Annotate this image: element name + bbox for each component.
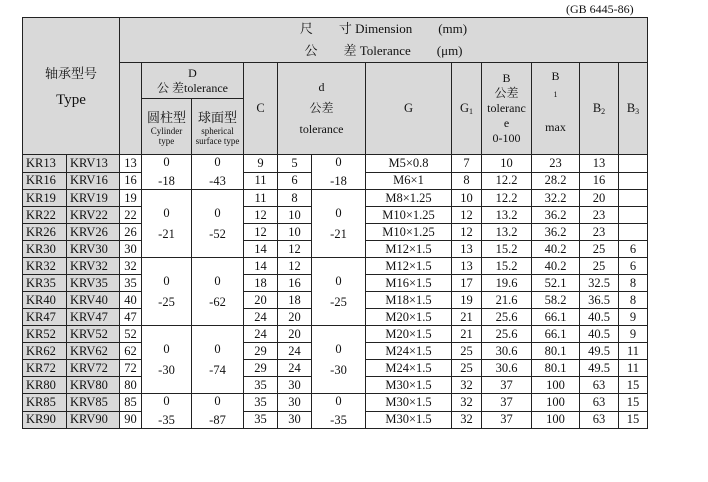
model-kr: KR35 [23,275,67,292]
thread-G: M20×1.5 [366,309,452,326]
G1-header: $G_1$ [452,63,482,155]
thread-G: M24×1.5 [366,343,452,360]
inner-d: 12 [278,241,312,258]
thread-G: M10×1.25 [366,224,452,241]
d-tolerance: 0 -25 [312,258,366,326]
model-kr: KR62 [23,343,67,360]
model-kr: KR26 [23,224,67,241]
outer-diameter: 32 [120,258,142,275]
G1: 25 [452,360,482,377]
width-C: 29 [244,343,278,360]
inner-d: 20 [278,309,312,326]
width-C: 9 [244,155,278,173]
outer-diameter: 13 [120,155,142,173]
outer-diameter: 40 [120,292,142,309]
inner-d: 12 [278,258,312,275]
B1: 23 [532,155,580,173]
table-row [23,326,648,343]
G1: 13 [452,241,482,258]
B1: 100 [532,377,580,394]
model-krv: KRV16 [67,172,120,190]
spherical-tolerance: 0 -52 [192,190,244,258]
thread-G: M6×1 [366,172,452,190]
thread-G: M8×1.25 [366,190,452,207]
B2: 25 [580,258,619,275]
spherical-tolerance: 0 -74 [192,326,244,394]
B2: 63 [580,377,619,394]
B-tol: 30.6 [482,343,532,360]
d-tolerance: 0 -21 [312,190,366,258]
B1: 36.2 [532,224,580,241]
B1: 52.1 [532,275,580,292]
B3: 11 [619,360,648,377]
B1: 100 [532,411,580,429]
thread-G: M24×1.5 [366,360,452,377]
thread-G: M5×0.8 [366,155,452,173]
B1: 40.2 [532,241,580,258]
width-C: 18 [244,275,278,292]
thread-G: M20×1.5 [366,326,452,343]
inner-d: 16 [278,275,312,292]
G1: 7 [452,155,482,173]
inner-d: 6 [278,172,312,190]
width-C: 29 [244,360,278,377]
model-kr: KR72 [23,360,67,377]
B2: 63 [580,394,619,412]
thread-G: M16×1.5 [366,275,452,292]
B1-header: B $_1$ max [532,63,580,155]
model-krv: KRV22 [67,207,120,224]
B2: 16 [580,172,619,190]
B2: 63 [580,411,619,429]
table-row [23,190,648,207]
inner-d: 5 [278,155,312,173]
B1: 36.2 [532,207,580,224]
G1: 10 [452,190,482,207]
B2: 23 [580,207,619,224]
B3 [619,190,648,207]
width-C: 14 [244,258,278,275]
inner-d: 30 [278,377,312,394]
B2-header: $B_2$ [580,63,619,155]
width-C: 35 [244,377,278,394]
B-tol: 37 [482,394,532,412]
B-tol: 37 [482,377,532,394]
B-tol: 12.2 [482,190,532,207]
model-krv: KRV35 [67,275,120,292]
B3 [619,224,648,241]
cylinder-tolerance: 0 -30 [142,326,192,394]
width-C: 20 [244,292,278,309]
outer-diameter: 47 [120,309,142,326]
B3: 15 [619,394,648,412]
outer-diameter: 16 [120,172,142,190]
B2: 23 [580,224,619,241]
thread-G: M12×1.5 [366,241,452,258]
model-kr: KR13 [23,155,67,173]
B1: 40.2 [532,258,580,275]
outer-diameter: 80 [120,377,142,394]
standard-reference: (GB 6445-86) [566,2,634,16]
B2: 40.5 [580,326,619,343]
G1: 32 [452,377,482,394]
width-C: 24 [244,326,278,343]
outer-diameter: 35 [120,275,142,292]
B2: 49.5 [580,360,619,377]
type-header [23,18,120,155]
inner-d: 24 [278,360,312,377]
model-kr: KR90 [23,411,67,429]
B3-header: $B_3$ [619,63,648,155]
B-tol: 19.6 [482,275,532,292]
G1: 32 [452,411,482,429]
B2: 40.5 [580,309,619,326]
inner-d: 30 [278,411,312,429]
G1: 21 [452,326,482,343]
model-kr: KR16 [23,172,67,190]
width-C: 14 [244,241,278,258]
B-tol: 15.2 [482,241,532,258]
B-tol: 15.2 [482,258,532,275]
width-C: 12 [244,224,278,241]
D-col-blank [120,63,142,155]
G-header: G [366,63,452,155]
thread-G: M12×1.5 [366,258,452,275]
B1: 66.1 [532,326,580,343]
B2: 20 [580,190,619,207]
model-krv: KRV90 [67,411,120,429]
tolerance-label: 公 差 Tolerance (μm) [304,43,463,58]
B3: 6 [619,258,648,275]
outer-diameter: 72 [120,360,142,377]
thread-G: M18×1.5 [366,292,452,309]
model-krv: KRV19 [67,190,120,207]
inner-d: 24 [278,343,312,360]
table-row [23,258,648,275]
model-krv: KRV47 [67,309,120,326]
model-kr: KR19 [23,190,67,207]
cylinder-tolerance: 0 -18 [142,155,192,190]
outer-diameter: 30 [120,241,142,258]
G1: 32 [452,394,482,412]
B1: 28.2 [532,172,580,190]
G1: 19 [452,292,482,309]
bearing-spec-table [22,17,648,429]
width-C: 35 [244,394,278,412]
B1: 80.1 [532,343,580,360]
B3: 9 [619,326,648,343]
thread-G: M30×1.5 [366,377,452,394]
C-header: C [244,63,278,155]
B3: 15 [619,377,648,394]
dimension-label: 尺 寸 Dimension (mm) [299,21,468,36]
width-C: 11 [244,172,278,190]
d-tolerance: 0 -18 [312,155,366,190]
inner-d: 18 [278,292,312,309]
width-C: 24 [244,309,278,326]
G1: 13 [452,258,482,275]
model-krv: KRV72 [67,360,120,377]
B2: 36.5 [580,292,619,309]
outer-diameter: 62 [120,343,142,360]
B1: 58.2 [532,292,580,309]
model-kr: KR80 [23,377,67,394]
B3 [619,207,648,224]
model-krv: KRV62 [67,343,120,360]
D-header: D 公 差tolerance [142,63,244,99]
B-tol: 25.6 [482,326,532,343]
thread-G: M30×1.5 [366,394,452,412]
B3: 11 [619,343,648,360]
table-row [23,155,648,173]
B3: 15 [619,411,648,429]
G1: 12 [452,224,482,241]
d-header: d 公差 tolerance [278,63,366,155]
model-krv: KRV32 [67,258,120,275]
cylinder-type-header: 圆柱型 Cylinder type [142,99,192,155]
dimension-tolerance-header [120,18,648,63]
cylinder-tolerance: 0 -21 [142,190,192,258]
spherical-tolerance: 0 -43 [192,155,244,190]
B1: 66.1 [532,309,580,326]
B-tol: 13.2 [482,224,532,241]
B2: 13 [580,155,619,173]
B-tol: 37 [482,411,532,429]
model-kr: KR52 [23,326,67,343]
model-krv: KRV52 [67,326,120,343]
width-C: 35 [244,411,278,429]
width-C: 11 [244,190,278,207]
inner-d: 10 [278,207,312,224]
cylinder-tolerance: 0 -25 [142,258,192,326]
spherical-tolerance: 0 -87 [192,394,244,429]
B1: 80.1 [532,360,580,377]
outer-diameter: 26 [120,224,142,241]
type-cn-label: 轴承型号 [44,66,97,81]
B3: 8 [619,275,648,292]
model-kr: KR32 [23,258,67,275]
B3: 6 [619,241,648,258]
model-kr: KR40 [23,292,67,309]
model-krv: KRV13 [67,155,120,173]
spherical-tolerance: 0 -62 [192,258,244,326]
type-en-label: Type [56,92,86,108]
model-krv: KRV80 [67,377,120,394]
B3: 8 [619,292,648,309]
outer-diameter: 90 [120,411,142,429]
spherical-type-header: 球面型 spherical surface type [192,99,244,155]
B-header: B 公差 toleranc e 0-100 [482,63,532,155]
B2: 25 [580,241,619,258]
model-kr: KR47 [23,309,67,326]
width-C: 12 [244,207,278,224]
model-kr: KR22 [23,207,67,224]
model-krv: KRV85 [67,394,120,412]
G1: 8 [452,172,482,190]
B-tol: 30.6 [482,360,532,377]
inner-d: 20 [278,326,312,343]
cylinder-tolerance: 0 -35 [142,394,192,429]
G1: 25 [452,343,482,360]
B-tol: 12.2 [482,172,532,190]
B-tol: 10 [482,155,532,173]
table-row [23,394,648,412]
G1: 17 [452,275,482,292]
d-tolerance: 0 -35 [312,394,366,429]
B3 [619,172,648,190]
outer-diameter: 19 [120,190,142,207]
B3 [619,155,648,173]
d-tolerance: 0 -30 [312,326,366,394]
model-krv: KRV30 [67,241,120,258]
outer-diameter: 22 [120,207,142,224]
model-krv: KRV26 [67,224,120,241]
B2: 49.5 [580,343,619,360]
thread-G: M10×1.25 [366,207,452,224]
B3: 9 [619,309,648,326]
G1: 21 [452,309,482,326]
thread-G: M30×1.5 [366,411,452,429]
G1: 12 [452,207,482,224]
model-kr: KR30 [23,241,67,258]
model-krv: KRV40 [67,292,120,309]
B-tol: 25.6 [482,309,532,326]
B1: 32.2 [532,190,580,207]
inner-d: 30 [278,394,312,412]
outer-diameter: 85 [120,394,142,412]
outer-diameter: 52 [120,326,142,343]
inner-d: 8 [278,190,312,207]
B-tol: 13.2 [482,207,532,224]
B2: 32.5 [580,275,619,292]
B-tol: 21.6 [482,292,532,309]
B1: 100 [532,394,580,412]
inner-d: 10 [278,224,312,241]
model-kr: KR85 [23,394,67,412]
